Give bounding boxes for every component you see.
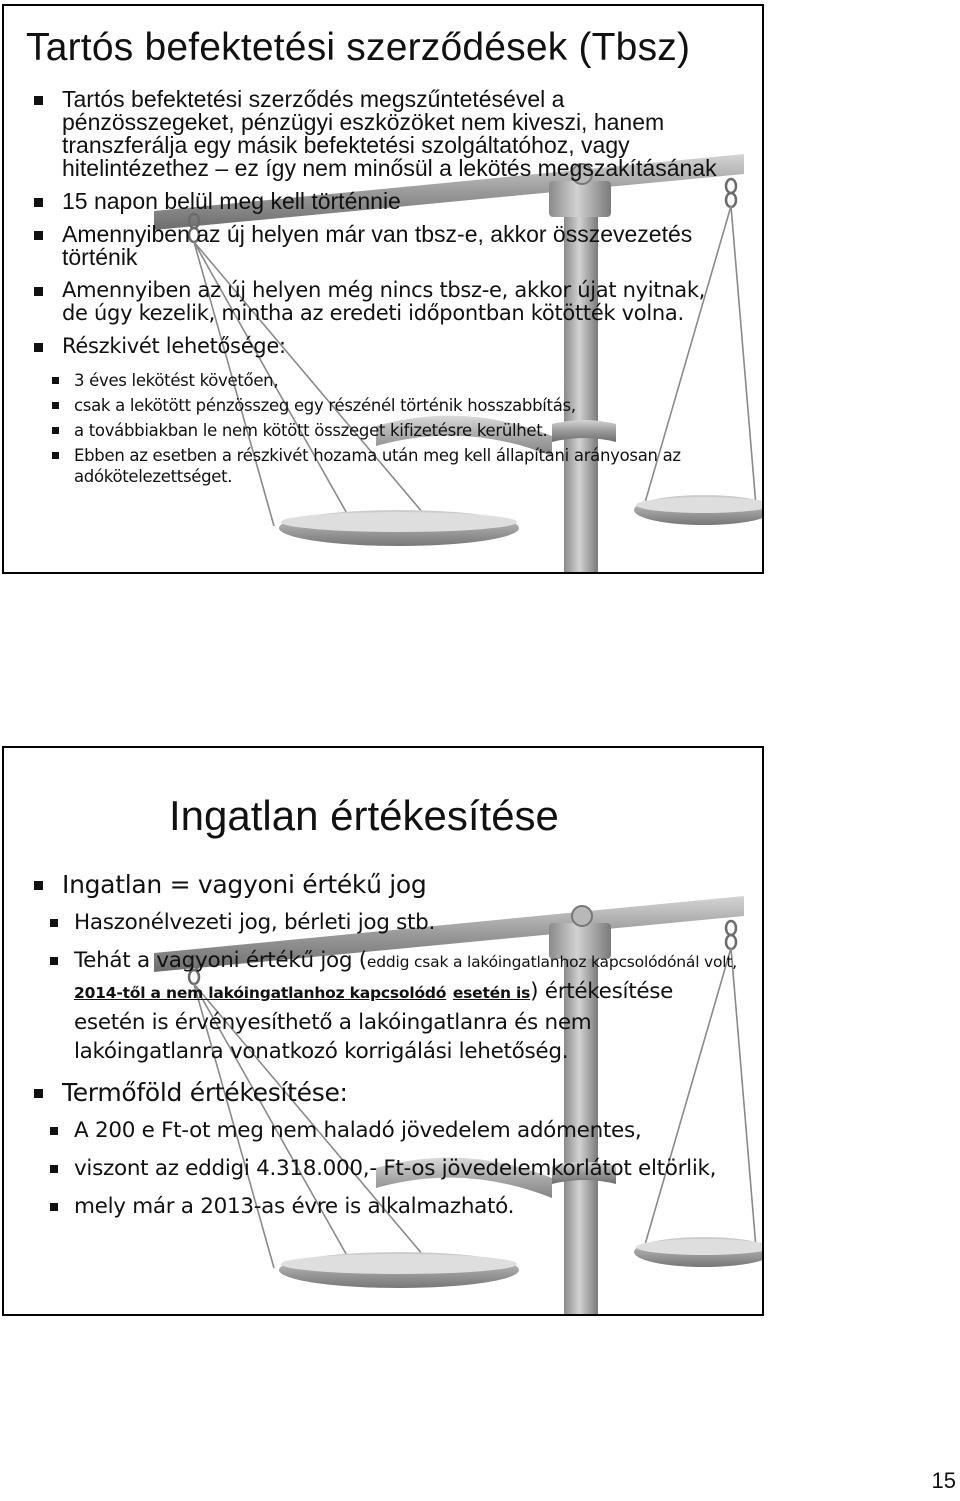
sub-bullet-note: eddig csak a lakóingatlanhoz kapcsolódónál volt, xyxy=(366,953,737,971)
underlined-text: esetén is xyxy=(452,984,531,1002)
sub-bullet-list xyxy=(62,1116,744,1221)
bullet-label: Termőföld értékesítése: xyxy=(62,1078,348,1107)
slide-title: Ingatlan értékesítése xyxy=(169,792,559,839)
underlined-text: 2014-től a nem lakóingatlanhoz kapcsolódó xyxy=(74,984,447,1002)
sub-bullet-item: mely már a 2013-as évre is alkalmazható. xyxy=(42,1192,744,1221)
bullet-label: Részkivét lehetősége: xyxy=(62,334,286,358)
bullet-list xyxy=(34,870,744,1233)
sub-bullet-list xyxy=(62,370,734,487)
sub-bullet-item xyxy=(42,946,744,1066)
bullet-item-property xyxy=(34,870,744,1066)
bullet-item: Tartós befektetési szerződés megszűntetésével a pénzösszegeket, pénzügyi eszközöket nem kiveszi, hanem transzferálja egy másik befektetési szolgáltatóhoz, vagy hitelintézethez – ez így nem minősül a lekötés megszakításának xyxy=(34,88,734,180)
bullet-item: Amennyiben az új helyen még nincs tbsz-e, akkor újat nyitnak, de úgy kezelik, mintha az eredeti időpontban kötötték volna. xyxy=(34,279,734,325)
sub-bullet-item: 3 éves lekötést követően, xyxy=(42,370,734,391)
page-number: 15 xyxy=(931,1468,956,1493)
sub-bullet-item: Haszonélvezeti jog, bérleti jog stb. xyxy=(42,908,744,937)
bullet-list xyxy=(34,88,734,497)
sub-bullet-list xyxy=(62,908,744,1066)
bullet-item-partial-withdrawal xyxy=(34,335,734,487)
sub-bullet-item: a továbbiakban le nem kötött összeget kifizetésre kerülhet. xyxy=(42,420,734,441)
sub-bullet-item: csak a lekötött pénzösszeg egy részénél történik hosszabbítás, xyxy=(42,395,734,416)
bullet-label: Ingatlan = vagyoni értékű jog xyxy=(62,870,427,899)
bullet-item: 15 napon belül meg kell történnie xyxy=(34,190,734,213)
sub-bullet-text: ) értékesítése esetén is érvényesíthető a lakóingatlanra és nem lakóingatlanra vonatkozó korrigálási lehetőség. xyxy=(74,979,674,1064)
sub-bullet-text: Tehát a vagyoni értékű jog ( xyxy=(74,948,367,973)
sub-bullet-item: A 200 e Ft-ot meg nem haladó jövedelem adómentes, xyxy=(42,1116,744,1145)
sub-bullet-item: viszont az eddigi 4.318.000,- Ft-os jövedelemkorlátot eltörlik, xyxy=(42,1154,744,1183)
bullet-item-farmland xyxy=(34,1078,744,1221)
slide-tbsz xyxy=(2,4,764,574)
slide-ingatlan xyxy=(2,746,764,1316)
sub-bullet-item: Ebben az esetben a részkivét hozama után meg kell állapítani arányosan az adókötelezettséget. xyxy=(42,445,734,487)
bullet-item: Amennyiben az új helyen már van tbsz-e, akkor összevezetés történik xyxy=(34,223,734,269)
slide-title: Tartós befektetési szerződések (Tbsz) xyxy=(26,26,691,69)
